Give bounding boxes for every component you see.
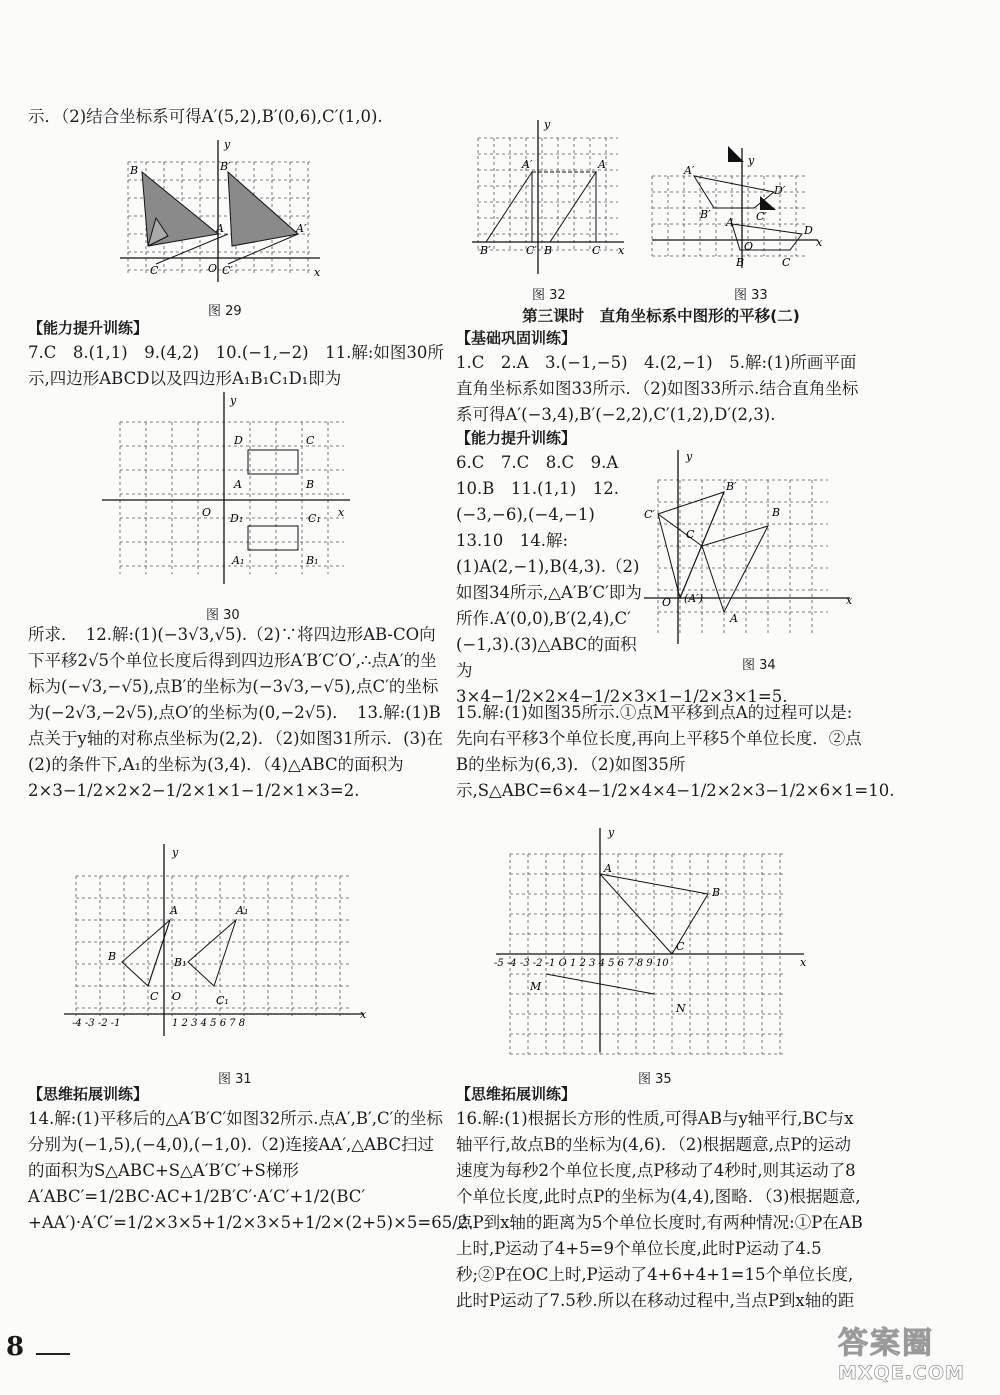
svg-text:C₁: C₁ (308, 512, 321, 525)
figure-30 (98, 388, 358, 588)
svg-text:A′: A′ (522, 158, 533, 171)
svg-text:y: y (224, 138, 231, 151)
svg-text:C: C (150, 264, 159, 277)
svg-text:A: A (726, 216, 734, 229)
svg-text:O: O (172, 990, 182, 1003)
fig29-caption: 图 29 (208, 304, 242, 319)
svg-text:C: C (306, 434, 315, 447)
svg-text:N: N (676, 1002, 686, 1015)
svg-text:O: O (202, 506, 212, 519)
svg-text:C′: C′ (756, 210, 767, 223)
figure-35 (490, 826, 810, 1056)
svg-text:C: C (686, 528, 695, 541)
svg-text:x: x (314, 266, 321, 279)
svg-text:C′: C′ (644, 508, 655, 521)
svg-text:A: A (170, 904, 178, 917)
svg-text:B′: B′ (480, 244, 491, 257)
watermark-line2: MXQE.COM (838, 1362, 965, 1384)
svg-text:B: B (108, 950, 117, 963)
left-answer-14: 14.解:(1)平移后的△A′B′C′如图32所示.点A′,B′,C′的坐标分别为(−1,5),(−4,0),(−1,0).（2)连接AA′,△ABC扫过的面积为S△ABC+S△A′B′C′+S梯形A′ABC′=1/2BC·AC+1/2B′C′·A′C′+1/2(BC′+AA′)·A′C′=1/2×3×5+1/2×3×5+1/2×(2+5)×5=65/2. (28, 1109, 474, 1232)
svg-text:B₁: B₁ (174, 956, 187, 969)
svg-text:-4 -3 -2 -1: -4 -3 -2 -1 (72, 1018, 121, 1029)
fig33-caption: 图 33 (734, 288, 768, 303)
svg-text:O: O (208, 262, 218, 275)
svg-text:-5 -4 -3 -2 -1 O 1 2 3 4: -5 -4 -3 -2 -1 O 1 2 3 4 5 6 7 8 9 10 (494, 958, 669, 969)
left-top-line: 示．（2)结合坐标系可得A′(5,2),B′(0,6),C′(1,0). (28, 107, 383, 126)
page-number: 8 (6, 1332, 25, 1362)
svg-text:A₁: A₁ (232, 554, 245, 567)
svg-text:x: x (618, 244, 625, 257)
svg-text:A: A (730, 612, 738, 625)
svg-text:D₁: D₁ (230, 512, 244, 525)
figure-32 (468, 118, 628, 278)
left-section-thinking: 【思维拓展训练】 (28, 1085, 149, 1103)
svg-text:A: A (598, 158, 606, 171)
svg-text:(A′): (A′) (684, 592, 704, 605)
fig30-caption: 图 30 (206, 608, 240, 623)
watermark-line1: 答案圈 (838, 1326, 934, 1361)
svg-text:B: B (306, 478, 315, 491)
svg-text:y: y (748, 154, 755, 167)
svg-text:y: y (172, 846, 179, 859)
svg-text:x: x (816, 236, 823, 249)
svg-text:y: y (608, 826, 615, 839)
svg-text:B′: B′ (700, 208, 711, 221)
left-answers-7-11: 7.C 8.(1,1) 9.(4,2) 10.(−1,−2) 11.解:如图30所示,四边形ABCD以及四边形A₁B₁C₁D₁即为 (28, 343, 444, 388)
fig34-caption: 图 34 (742, 658, 776, 673)
right-section-ability: 【能力提升训练】 (456, 429, 577, 447)
svg-text:D: D (234, 434, 243, 447)
svg-text:y: y (544, 118, 551, 131)
svg-text:B: B (772, 506, 781, 519)
figure-31 (60, 842, 380, 1042)
fig32-caption: 图 32 (532, 288, 566, 303)
fig31-caption: 图 31 (218, 1072, 252, 1087)
svg-text:O: O (744, 240, 754, 253)
svg-text:B: B (712, 886, 721, 899)
svg-text:C: C (592, 244, 601, 257)
right-answer-16: 16.解:(1)根据长方形的性质,可得AB与y轴平行,BC与x轴平行,故点B的坐标为(4,6)．（2)根据题意,点P的运动速度为每秒2个单位长度,点P移动了4秒时,则其运动了8个单位长度,此时点P的坐标为(4,4),图略．（3)根据题意,点P到x轴的距离为5个单位长度时,有两种情况:①P在AB上时,P运动了4+5=9个单位长度,此时P运动了4.5秒;②P在OC上时,P运动了4+6+4+1=15个单位长度,此时P运动了7.5秒.所以在移动过程中,当点P到x轴的距 (456, 1109, 863, 1310)
svg-text:B: B (130, 164, 139, 177)
svg-text:C: C (150, 990, 159, 1003)
right-section-thinking: 【思维拓展训练】 (456, 1085, 577, 1103)
right-section-basic: 【基础巩固训练】 (456, 329, 577, 347)
svg-text:x: x (846, 594, 853, 607)
left-section-ability: 【能力提升训练】 (28, 319, 149, 337)
svg-text:B: B (544, 244, 553, 257)
svg-text:C₁: C₁ (216, 994, 229, 1007)
left-answer-12-13: 所求． 12.解:(1)(−3√3,√5).（2)∵将四边形AB-CO向下平移2√5个单位长度后得到四边形A′B′C′O′,∴点A′的坐标为(−√3,−√5),点B′的坐标为(−3√3,−√5),点C′的坐标为(−2√3,−2√5),点O′的坐标为(0,−2√5)． 13.解:(1)B点关于y轴的对称点坐标为(2,2)．（2)如图31所示．(3)在(2)的条件下,A₁的坐标为(3,4)．（4)△ABC的面积为2×3−1/2×2×2−1/2×1×1−1/2×1×3=2. (28, 625, 443, 800)
svg-text:O: O (662, 596, 672, 609)
svg-text:y: y (686, 450, 693, 463)
figure-33 (648, 142, 828, 272)
fig35-caption: 图 35 (638, 1072, 672, 1087)
svg-text:y: y (230, 394, 237, 407)
svg-text:B₁: B₁ (306, 554, 319, 567)
svg-text:C′: C′ (222, 264, 233, 277)
svg-text:C′: C′ (526, 244, 537, 257)
svg-text:C: C (782, 256, 791, 269)
svg-text:C: C (676, 940, 685, 953)
svg-text:A: A (234, 478, 242, 491)
svg-text:A₁: A₁ (236, 904, 249, 917)
footer-rule (36, 1353, 70, 1355)
right-answer-15: 15.解:(1)如图35所示.①点M平移到点A的过程可以是:先向右平移3个单位长度,再向上平移5个单位长度．②点B的坐标为(6,3)．（2)如图35所示,S△ABC=6×4−1/2×4×4−1/2×2×3−1/2×6×1=10. (456, 703, 895, 800)
svg-text:x: x (360, 1008, 367, 1021)
svg-text:A: A (216, 222, 224, 235)
svg-text:A′: A′ (296, 222, 307, 235)
svg-text:M: M (530, 980, 542, 993)
svg-text:D: D (804, 224, 813, 237)
svg-text:A′: A′ (684, 164, 695, 177)
svg-text:1 2 3 4 5 6 7 8: 1 2 3 4 5 6 7 8 (172, 1018, 246, 1029)
svg-text:x: x (800, 956, 807, 969)
svg-text:B′: B′ (220, 160, 231, 173)
svg-text:B′: B′ (726, 480, 737, 493)
figure-34 (640, 446, 860, 646)
svg-text:A: A (604, 862, 612, 875)
right-answers-1-5: 1.C 2.A 3.(−1,−5) 4.(2,−1) 5.解:(1)所画平面直角坐标系如图33所示．（2)如图33所示.结合直角坐标系可得A′(−3,4),B′(−2,2),C′(1,2),D′(2,3). (456, 353, 859, 424)
watermark-logo (838, 1318, 988, 1390)
right-answers-6-14: 6.C 7.C 8.C 9.A 10.B 11.(1,1) 12.(−3,−6),(−4,−1) 13.10 14.解:(1)A(2,−1),B(4,3).（2)如图34所示,△A′B′C′即为所作.A′(0,0),B′(2,4),C′(−1,3).(3)△ABC的面积为3×4−1/2×2×4−1/2×3×1−1/2×3×1=5. (456, 453, 788, 706)
lesson-title: 第三课时 直角坐标系中图形的平移(二) (522, 307, 800, 325)
svg-text:D′: D′ (774, 184, 786, 197)
svg-text:B: B (736, 256, 745, 269)
svg-text:x: x (338, 506, 345, 519)
figure-29 (120, 136, 340, 286)
